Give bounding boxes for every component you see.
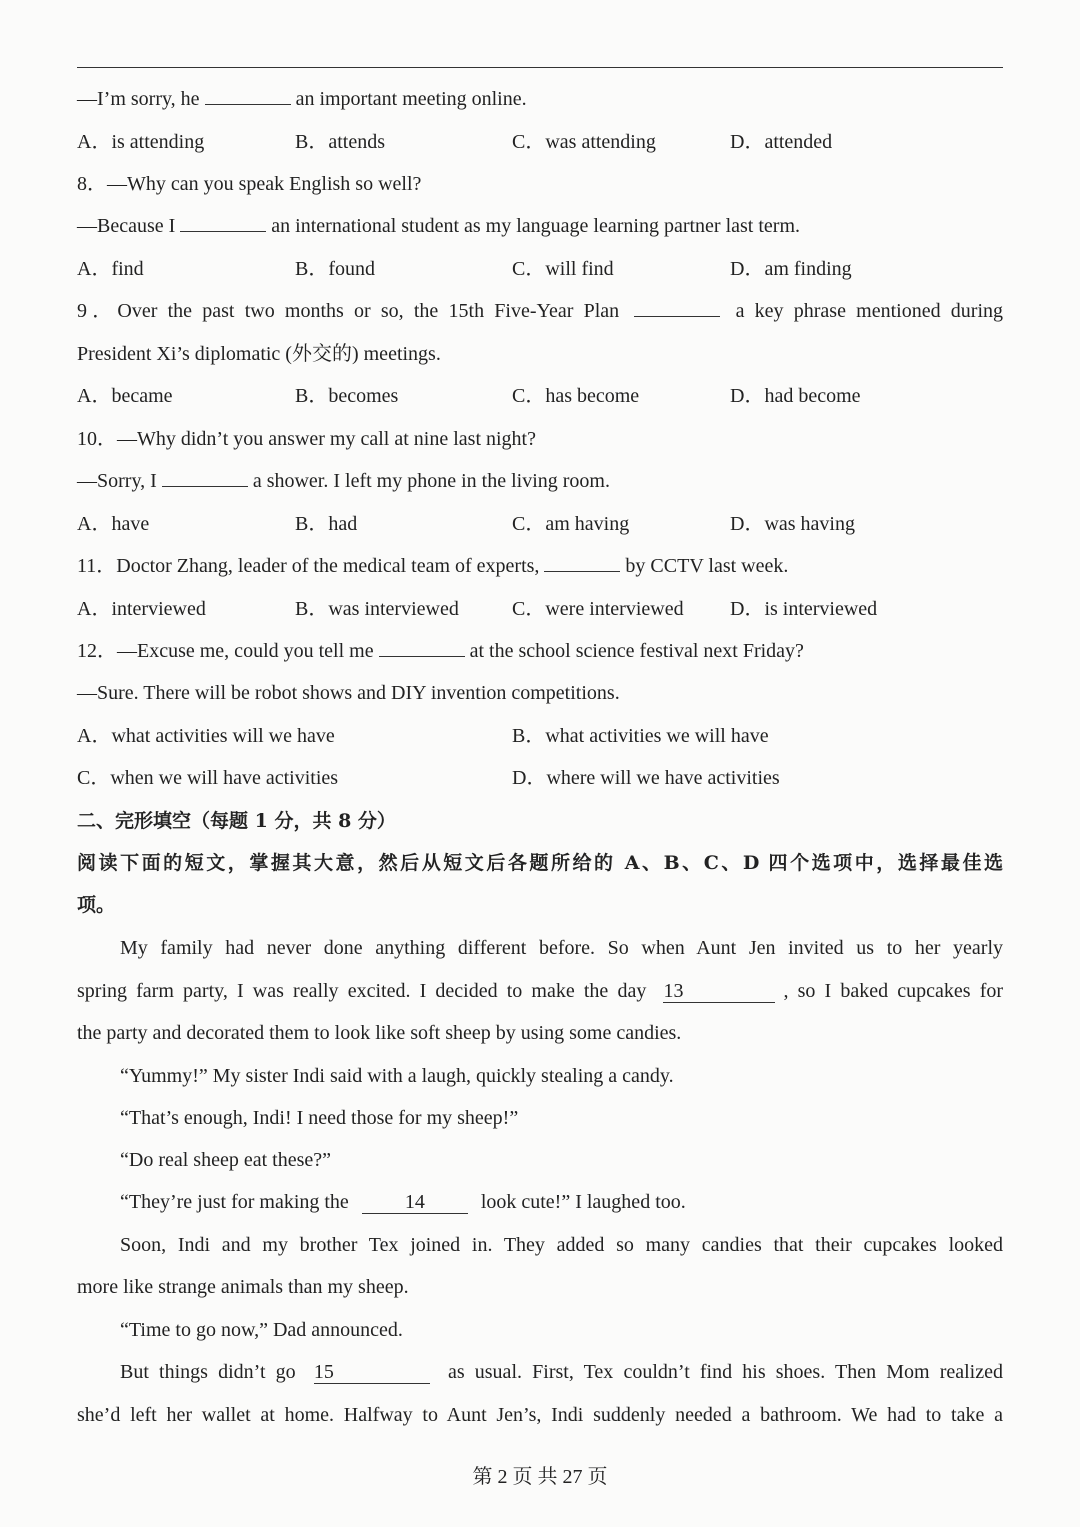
q11-option-a[interactable]: A．interviewed (77, 598, 206, 620)
q9-option-c[interactable]: C．has become (512, 385, 640, 407)
passage-p3: “That’s enough, Indi! I need those for my sheep!” (120, 1107, 519, 1129)
q8-option-a[interactable]: A．find (77, 258, 144, 280)
q11-line (77, 552, 1003, 580)
q9-option-a[interactable]: A．became (77, 385, 173, 407)
q11-option-d[interactable]: D．is interviewed (730, 598, 878, 620)
q11-option-c[interactable]: C．were interviewed (512, 598, 684, 620)
q10-blank (162, 468, 248, 487)
q10-option-d[interactable]: D．was having (730, 513, 855, 535)
q7-text-a: —I’m sorry, he (77, 88, 200, 110)
q7-blank (205, 86, 291, 105)
passage-p7: “Time to go now,” Dad announced. (120, 1319, 403, 1341)
q9-line-1 (77, 297, 1003, 325)
q11-option-b[interactable]: B．was interviewed (295, 598, 459, 620)
q7-option-c[interactable]: C．was attending (512, 131, 656, 153)
passage-p4: “Do real sheep eat these?” (120, 1149, 331, 1171)
q12-option-a[interactable]: A．what activities will we have (77, 725, 335, 747)
q10-line (77, 467, 1003, 495)
header-rule (77, 67, 1003, 68)
q9-line-2: President Xi’s diplomatic (外交的) meetings. (77, 343, 441, 365)
passage-text: But things didn’t go (120, 1361, 296, 1383)
passage-p1-line-2 (77, 977, 1003, 1005)
page-footer: 第 2 页 共 27 页 (472, 1466, 608, 1488)
q10-option-c[interactable]: C．am having (512, 513, 630, 535)
passage-text: as usual. First, Tex couldn’t find his shoes. Then Mom realized (447, 1361, 1003, 1383)
section-2-instruction: 阅读下面的短文，掌握其大意，然后从短文后各题所给的 A、B、C、D 四个选项中，选择最佳选 (77, 852, 1003, 874)
q10-text-b: a shower. I left my phone in the living room. (252, 470, 610, 492)
passage-p1-line-3: the party and decorated them to look like soft sheep by using some candies. (77, 1022, 682, 1044)
q11-blank (544, 553, 620, 572)
q12-answer-line: —Sure. There will be robot shows and DIY invention competitions. (77, 682, 620, 704)
passage-text: “They’re just for making the (120, 1191, 349, 1213)
q11-text-b: by CCTV last week. (625, 555, 789, 577)
q7-option-a[interactable]: A．is attending (77, 131, 205, 153)
passage-p2: “Yummy!” My sister Indi said with a laugh, quickly stealing a candy. (120, 1065, 674, 1087)
passage-text: spring farm party, I was really excited. I decided to make the day (77, 980, 647, 1002)
q8-text-a: —Because I (77, 215, 176, 237)
cloze-blank-14: 14 (362, 1191, 468, 1214)
passage-text: look cute!” I laughed too. (480, 1191, 686, 1213)
q10-option-a[interactable]: A．have (77, 513, 150, 535)
passage-p6-line-1: Soon, Indi and my brother Tex joined in. They added so many candies that their cupcakes looked (120, 1234, 1003, 1256)
passage-p1-line-1: My family had never done anything different before. So when Aunt Jen invited us to her yearly (120, 937, 1003, 959)
section-2-instruction-end: 项。 (77, 894, 116, 916)
q7-option-d[interactable]: D．attended (730, 131, 833, 153)
passage-p6-line-2: more like strange animals than my sheep. (77, 1276, 409, 1298)
q10-option-b[interactable]: B．had (295, 513, 358, 535)
q9-text-b: a key phrase mentioned during (735, 300, 1004, 322)
q12-option-b[interactable]: B．what activities we will have (512, 725, 769, 747)
q8-option-d[interactable]: D．am finding (730, 258, 852, 280)
q12-text-a: 12．—Excuse me, could you tell me (77, 640, 374, 662)
q7-text-b: an important meeting online. (295, 88, 527, 110)
q8-option-b[interactable]: B．found (295, 258, 375, 280)
q8-text-b: an international student as my language learning partner last term. (271, 215, 801, 237)
q7-line (77, 85, 1003, 113)
passage-p8-line-1 (120, 1358, 1003, 1386)
q12-line (77, 637, 1003, 665)
cloze-blank-13: 13 (663, 980, 775, 1003)
passage-text: , so I baked cupcakes for (783, 980, 1004, 1002)
q7-option-b[interactable]: B．attends (295, 131, 385, 153)
q8-stem: 8．—Why can you speak English so well? (77, 173, 422, 195)
q10-stem: 10．—Why didn’t you answer my call at nine last night? (77, 428, 536, 450)
q12-option-c[interactable]: C．when we will have activities (77, 767, 339, 789)
q9-blank (634, 298, 720, 317)
passage-p5 (120, 1188, 1003, 1216)
q9-text-a: 9．Over the past two months or so, the 15th Five-Year Plan (77, 300, 620, 322)
cloze-blank-15: 15 (314, 1361, 430, 1384)
q12-option-d[interactable]: D．where will we have activities (512, 767, 780, 789)
q10-text-a: —Sorry, I (77, 470, 157, 492)
q8-blank (180, 213, 266, 232)
passage-p8-line-2: she’d left her wallet at home. Halfway to Aunt Jen’s, Indi suddenly needed a bathroom. We had to take a (77, 1404, 1003, 1426)
q9-option-d[interactable]: D．had become (730, 385, 861, 407)
q11-text-a: 11．Doctor Zhang, leader of the medical team of experts, (77, 555, 540, 577)
q8-line (77, 212, 1003, 240)
section-2-title: 二、完形填空（每题 1 分，共 8 分） (77, 810, 396, 832)
q8-option-c[interactable]: C．will find (512, 258, 614, 280)
q9-option-b[interactable]: B．becomes (295, 385, 399, 407)
q12-blank (379, 638, 465, 657)
q12-text-b: at the school science festival next Friday? (469, 640, 804, 662)
